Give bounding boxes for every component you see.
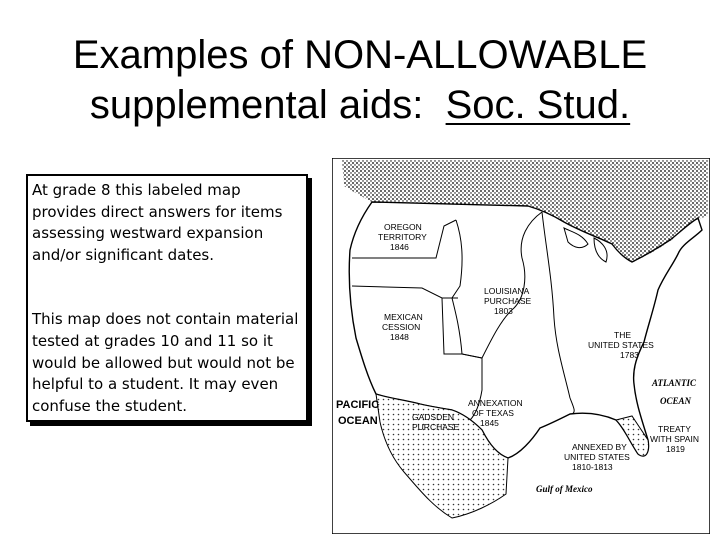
- svg-text:1819: 1819: [666, 444, 685, 454]
- explanation-paragraph-1: At grade 8 this labeled map provides direct answers for items assessing westward expansion and/or significant dates.: [32, 181, 283, 264]
- svg-text:MEXICAN: MEXICAN: [384, 312, 423, 322]
- svg-text:PURCHASE: PURCHASE: [484, 296, 532, 306]
- svg-text:OCEAN: OCEAN: [338, 415, 378, 427]
- svg-text:PURCHASE: PURCHASE: [412, 422, 460, 432]
- title-line-2: [0, 80, 720, 130]
- title-line-1: Examples of NON-ALLOWABLE: [72, 33, 648, 77]
- svg-text:LOUISIANA: LOUISIANA: [484, 286, 530, 296]
- title-subject: Soc. Stud.: [445, 83, 631, 127]
- svg-text:CESSION: CESSION: [382, 322, 421, 332]
- explanation-paragraph-2: This map does not contain material tested at grades 10 and 11 so it would be allowed but would not be helpful to a student. It may even confuse the student.: [32, 310, 299, 415]
- gadsden-label: [412, 412, 460, 432]
- svg-text:TREATY: TREATY: [658, 424, 691, 434]
- svg-text:1783: 1783: [620, 350, 639, 360]
- svg-text:GADSDEN: GADSDEN: [412, 412, 455, 422]
- svg-text:OCEAN: OCEAN: [660, 396, 692, 406]
- svg-text:1846: 1846: [390, 242, 409, 252]
- slide-title: [0, 30, 720, 130]
- explanation-textbox: [26, 174, 308, 422]
- svg-text:1845: 1845: [480, 418, 499, 428]
- svg-text:1848: 1848: [390, 332, 409, 342]
- svg-text:PACIFIC: PACIFIC: [336, 399, 380, 411]
- svg-text:ANNEXED BY: ANNEXED BY: [572, 442, 627, 452]
- svg-text:WITH SPAIN: WITH SPAIN: [650, 434, 699, 444]
- territorial-expansion-map: [332, 158, 710, 534]
- svg-text:TERRITORY: TERRITORY: [378, 232, 427, 242]
- svg-text:OF TEXAS: OF TEXAS: [472, 408, 514, 418]
- svg-text:UNITED STATES: UNITED STATES: [588, 340, 654, 350]
- svg-text:1803: 1803: [494, 306, 513, 316]
- svg-text:ANNEXATION: ANNEXATION: [468, 398, 523, 408]
- title-line-2-prefix: supplemental aids:: [89, 83, 446, 127]
- svg-text:1810-1813: 1810-1813: [572, 462, 613, 472]
- svg-text:ATLANTIC: ATLANTIC: [652, 378, 697, 388]
- svg-text:UNITED STATES: UNITED STATES: [564, 452, 630, 462]
- svg-text:OREGON: OREGON: [384, 222, 422, 232]
- gulf-of-mexico-label: Gulf of Mexico: [536, 484, 593, 494]
- svg-text:THE: THE: [614, 330, 631, 340]
